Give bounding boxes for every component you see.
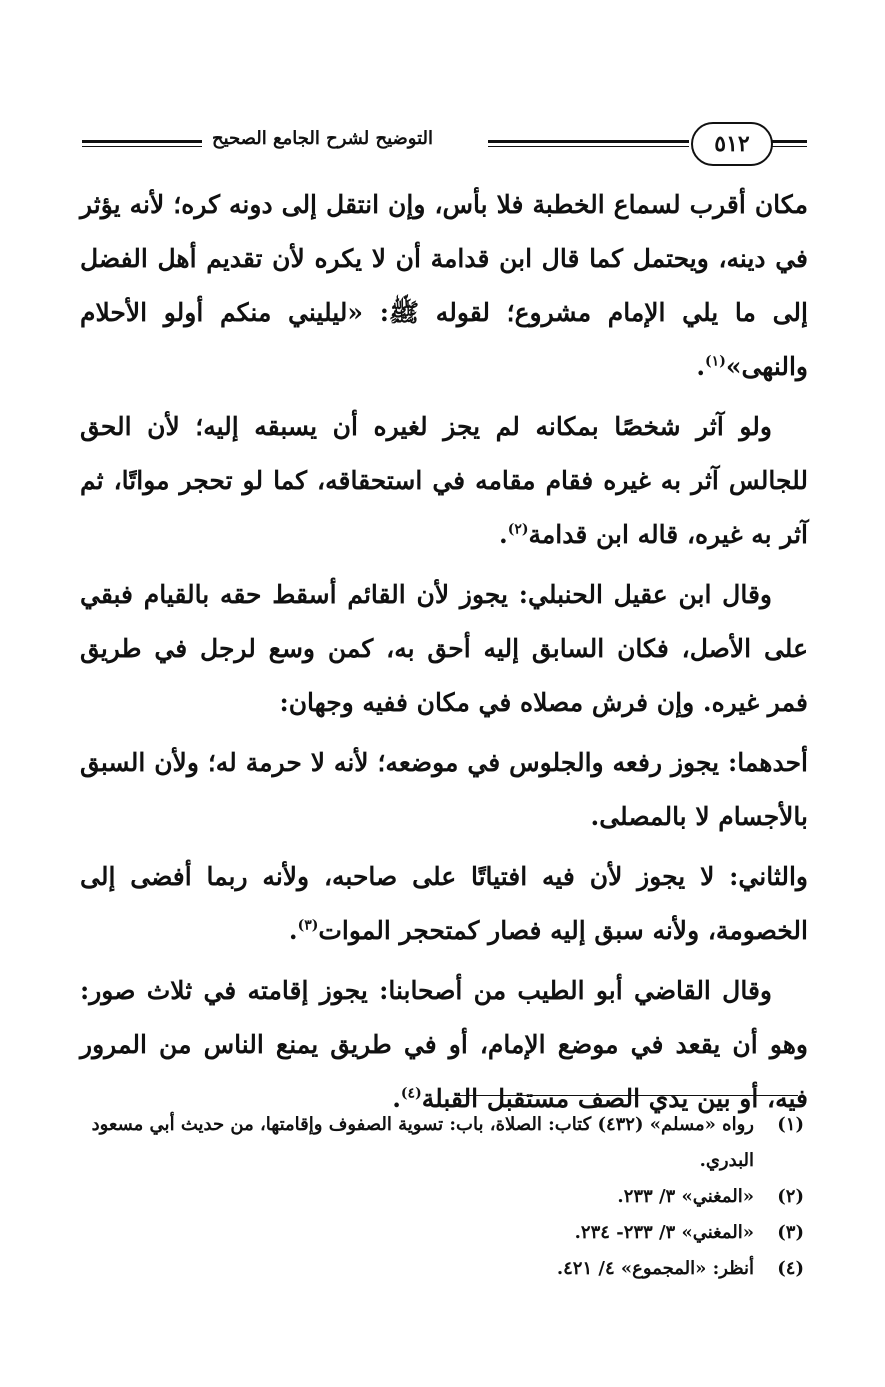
footnote	[80, 1179, 808, 1215]
paragraph-text: أحدهما: يجوز رفعه والجلوس في موضعه؛ لأنه لا حرمة له؛ ولأن السبق بالأجسام لا بالمصلى.	[80, 748, 808, 831]
page-header	[80, 118, 807, 172]
paragraph-text: ولو آثر شخصًا بمكانه لم يجز لغيره أن يسبقه إليه؛ لأن الحق للجالس آثر به غيره فقام مقامه في استحقاقه، كما لو تحجر مواتًا، ثم آثر به غيره، قاله ابن قدامة	[80, 412, 808, 549]
paragraph-end: .	[288, 916, 298, 945]
footnote-text: رواه «مسلم» (٤٣٢) كتاب: الصلاة، باب: تسوية الصفوف وإقامتها، من حديث أبي مسعود البدري.	[91, 1114, 754, 1171]
footnote-ref: (٢)	[507, 521, 529, 538]
paragraph-text: وقال القاضي أبو الطيب من أصحابنا: يجوز إقامته في ثلاث صور: وهو أن يقعد في موضع الإمام، أو في طريق يمنع الناس من المرور فيه، أو بين يدي الصف مستقبل القبلة	[80, 976, 808, 1113]
paragraph-end: .	[499, 520, 508, 549]
paragraph-end: .	[392, 1084, 401, 1113]
footnote-separator	[455, 1095, 798, 1096]
footnote-text: «المغني» ٣/ ٢٣٣- ٢٣٤.	[574, 1222, 754, 1243]
footnote-ref: (٤)	[400, 1085, 422, 1102]
paragraph-text: والثاني: لا يجوز لأن فيه افتياتًا على صاحبه، ولأنه ربما أفضى إلى الخصومة، ولأنه سبق إليه فصار كمتحجر الموات	[80, 862, 808, 945]
footnote-text: أنظر: «المجموع» ٤/ ٤٢١.	[556, 1258, 754, 1279]
footnotes	[80, 1107, 808, 1287]
footnote-ref: (١)	[705, 353, 726, 370]
header-rule-left	[82, 140, 202, 147]
paragraph-text: وقال ابن عقيل الحنبلي: يجوز لأن القائم أسقط حقه بالقيام فبقي على الأصل، فكان السابق إليه أحق به، كمن وسع لرجل في طريق فمر غيره. وإن فرش مصلاه في مكان ففيه وجهان:	[80, 580, 808, 717]
footnote-number: (٤)	[777, 1258, 804, 1279]
footnote-number: (١)	[777, 1114, 804, 1135]
footnote	[80, 1215, 808, 1251]
footnote-text: «المغني» ٣/ ٢٣٣.	[617, 1186, 754, 1207]
paragraph	[80, 568, 808, 730]
paragraph	[80, 850, 808, 958]
paragraph-end: .	[696, 352, 706, 381]
footnote-number: (٣)	[777, 1222, 804, 1243]
page-number: ٥١٢	[691, 122, 773, 166]
running-title: التوضيح لشرح الجامع الصحيح	[212, 128, 434, 149]
paragraph	[80, 736, 808, 844]
main-text	[80, 178, 808, 1132]
footnote	[80, 1107, 808, 1179]
footnote-ref: (٣)	[297, 917, 319, 934]
header-rule-tail	[771, 140, 807, 147]
header-rule-right	[488, 140, 689, 147]
footnote-number: (٢)	[777, 1186, 804, 1207]
paragraph	[80, 964, 808, 1126]
paragraph	[80, 178, 808, 394]
paragraph-text: مكان أقرب لسماع الخطبة فلا بأس، وإن انتقل إلى دونه كره؛ لأنه يؤثر في دينه، ويحتمل كما قال ابن قدامة أن لا يكره لأن تقديم أهل الفضل إلى ما يلي الإمام مشروع؛ لقوله ﷺ: «ليليني منكم أولو الأحلام والنهى»	[80, 190, 808, 381]
footnote	[80, 1251, 808, 1287]
paragraph	[80, 400, 808, 562]
